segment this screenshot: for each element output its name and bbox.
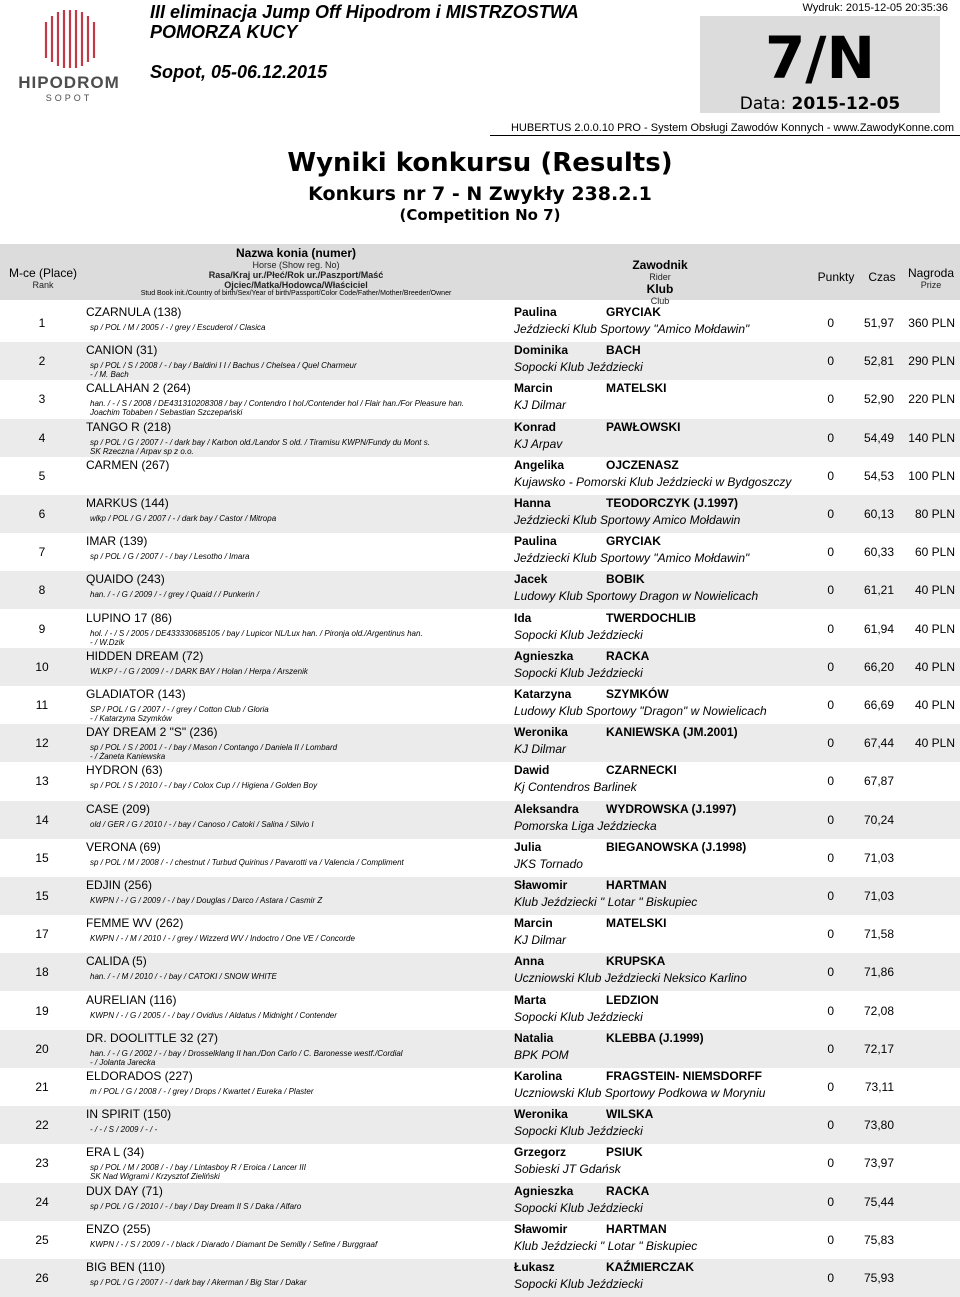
time: 60,13 bbox=[863, 507, 894, 521]
time: 72,08 bbox=[863, 1003, 894, 1018]
svg-text:SOPOT: SOPOT bbox=[45, 93, 93, 103]
horse-details: sp / POL / S / 2001 / - / bay / Mason / Contango / Daniela II / Lombard - / Żaneta Kaniewska bbox=[90, 743, 338, 762]
points: 0 bbox=[827, 698, 834, 712]
horse-name: CALLAHAN 2 (264) bbox=[86, 381, 191, 396]
place: 21 bbox=[35, 1080, 49, 1094]
table-row bbox=[0, 495, 960, 533]
rider-last-name: PSIUK bbox=[606, 1145, 643, 1160]
horse-details: KWPN / - / S / 2009 / - / black / Diarado / Diamant De Semilly / Sefine / Burggraaf bbox=[90, 1239, 378, 1249]
points: 0 bbox=[827, 507, 834, 521]
horse-name: BIG BEN (110) bbox=[86, 1260, 166, 1274]
rider-last-name: RACKA bbox=[606, 1183, 650, 1198]
club-name: Sopocki Klub Jeździecki bbox=[514, 1009, 643, 1024]
event-dates: Sopot, 05-06.12.2015 bbox=[150, 62, 328, 82]
table-row bbox=[0, 1144, 960, 1182]
rider-last-name: WILSKA bbox=[606, 1107, 654, 1122]
rider-first-name: Paulina bbox=[514, 534, 557, 549]
rider-last-name: KANIEWSKA (JM.2001) bbox=[606, 725, 738, 740]
rider-last-name: OJCZENASZ bbox=[606, 457, 679, 472]
points: 0 bbox=[827, 736, 834, 751]
rider-first-name: Katarzyna bbox=[514, 687, 572, 701]
rider-first-name: Grzegorz bbox=[514, 1145, 567, 1160]
horse-name: DR. DOOLITTLE 32 (27) bbox=[86, 1030, 219, 1045]
horse-name: VERONA (69) bbox=[86, 839, 161, 854]
horse-name: QUAIDO (243) bbox=[86, 572, 165, 587]
prize: 60 PLN bbox=[914, 545, 955, 560]
horse-name: TANGO R (218) bbox=[86, 419, 172, 434]
rider-first-name: Jacek bbox=[514, 572, 548, 587]
horse-details: sp / POL / M / 2008 / - / chestnut / Turbud Quirinus / Pavarotti va / Valencia / Compliment bbox=[90, 857, 404, 867]
rider-first-name: Agnieszka bbox=[514, 648, 574, 663]
place: 1 bbox=[38, 316, 46, 330]
time: 61,94 bbox=[863, 621, 894, 636]
horse-details: SP / POL / G / 2007 / - / grey / Cotton Club / Gloria - / Katarzyna Szymków bbox=[90, 705, 269, 723]
time: 54,53 bbox=[863, 468, 894, 483]
club-name: Klub Jeździecki " Lotar " Biskupiec bbox=[514, 1238, 698, 1253]
rider-first-name: Marcin bbox=[514, 916, 553, 931]
table-row bbox=[0, 1068, 960, 1106]
club-name: Jeździecki Klub Sportowy "Amico Mołdawin" bbox=[514, 322, 750, 336]
header-horse: Nazwa konia (numer) Horse (Show reg. No) Rasa/Kraj ur./Płeć/Rok ur./Paszport/Maść Ojciec/Matka/Hodowca/Właściciel Stud Book init./Country of birth/Sex/Year of birth/Passport/Color Code/Father/Mother/Breeder/Owner bbox=[140, 246, 452, 297]
place: 3 bbox=[38, 392, 46, 407]
horse-name: ENZO (255) bbox=[86, 1221, 151, 1236]
place: 13 bbox=[35, 774, 49, 789]
points: 0 bbox=[827, 774, 834, 789]
horse-name: DUX DAY (71) bbox=[86, 1183, 163, 1198]
rider-last-name: SZYMKÓW bbox=[606, 687, 669, 701]
club-name: Sopocki Klub Jeździecki bbox=[514, 665, 643, 680]
horse-details: - / - / S / 2009 / - / - bbox=[90, 1125, 158, 1135]
time: 70,24 bbox=[863, 812, 894, 827]
rider-last-name: WYDROWSKA (J.1997) bbox=[606, 801, 737, 816]
prize: 40 PLN bbox=[914, 621, 955, 636]
horse-name: LUPINO 17 (86) bbox=[86, 610, 173, 625]
horse-details: old / GER / G / 2010 / - / bay / Canoso / Catoki / Salina / Silvio I bbox=[90, 819, 314, 829]
rider-last-name: LEDZION bbox=[606, 992, 659, 1007]
horse-name: DAY DREAM 2 "S" (236) bbox=[86, 725, 218, 740]
table-row bbox=[0, 915, 960, 953]
points: 0 bbox=[827, 1156, 834, 1171]
rider-last-name: BACH bbox=[606, 343, 641, 358]
rider-first-name: Łukasz bbox=[514, 1260, 555, 1274]
horse-name: CASE (209) bbox=[86, 801, 151, 816]
horse-details: han. / - / G / 2002 / - / bay / Drosselklang II han./Don Carlo / C. Baronesse westf./Cordial - / Jolanta Jarecka bbox=[90, 1048, 403, 1067]
table-header bbox=[0, 244, 960, 306]
horse-details: sp / POL / S / 2008 / - / bay / Baldini I I / Bachus / Chelsea / Quel Charmeur - / M. Bach bbox=[90, 361, 357, 380]
table-row bbox=[0, 1221, 960, 1259]
prize: 100 PLN bbox=[908, 468, 955, 483]
time: 75,44 bbox=[863, 1194, 894, 1209]
rider-first-name: Hanna bbox=[514, 496, 551, 510]
place: 6 bbox=[38, 507, 46, 521]
time: 51,97 bbox=[863, 316, 894, 330]
table-row bbox=[0, 1259, 960, 1297]
place: 26 bbox=[35, 1271, 49, 1285]
table-row bbox=[0, 992, 960, 1030]
place: 8 bbox=[38, 583, 46, 598]
points: 0 bbox=[827, 889, 834, 903]
time: 52,90 bbox=[863, 392, 894, 407]
horse-details: KWPN / - / G / 2005 / - / bay / Ovidius / Aldatus / Midnight / Contender bbox=[90, 1010, 337, 1020]
rider-last-name: PAWŁOWSKI bbox=[606, 419, 681, 434]
club-name: Uczniowski Klub Jeździecki Neksico Karlino bbox=[514, 971, 747, 986]
club-name: Sopocki Klub Jeździecki bbox=[514, 360, 643, 375]
rider-first-name: Natalia bbox=[514, 1030, 554, 1045]
horse-name: EDJIN (256) bbox=[86, 878, 153, 892]
place: 15 bbox=[35, 850, 49, 865]
table-row bbox=[0, 762, 960, 800]
prize: 290 PLN bbox=[908, 354, 955, 369]
header-place: M-ce (Place) Rank bbox=[8, 266, 77, 290]
points: 0 bbox=[827, 354, 834, 369]
horse-name: FEMME WV (262) bbox=[86, 916, 184, 931]
rider-first-name: Angelika bbox=[514, 457, 565, 472]
horseshoe-logo-icon bbox=[8, 6, 130, 106]
points: 0 bbox=[827, 545, 834, 560]
table-row bbox=[0, 533, 960, 571]
time: 52,81 bbox=[863, 354, 894, 369]
club-name: Pomorska Liga Jeździecka bbox=[514, 818, 657, 833]
time: 54,49 bbox=[863, 430, 894, 445]
place: 18 bbox=[35, 965, 49, 980]
time: 67,87 bbox=[863, 774, 894, 789]
prize: 40 PLN bbox=[914, 583, 955, 598]
table-row bbox=[0, 839, 960, 877]
rider-first-name: Karolina bbox=[514, 1069, 563, 1083]
table-row bbox=[0, 686, 960, 724]
header-prize: Nagroda Prize bbox=[907, 266, 955, 290]
time: 60,33 bbox=[863, 545, 894, 560]
place: 19 bbox=[35, 1003, 49, 1018]
place: 20 bbox=[35, 1041, 49, 1056]
place: 7 bbox=[38, 545, 46, 560]
rider-last-name: BOBIK bbox=[606, 572, 645, 587]
divider bbox=[490, 135, 960, 136]
club-name: JKS Tornado bbox=[514, 856, 583, 871]
club-name: Jeździecki Klub Sportowy "Amico Mołdawin" bbox=[514, 551, 750, 566]
prize: 40 PLN bbox=[914, 736, 955, 751]
club-name: KJ Dilmar bbox=[514, 742, 567, 757]
rider-last-name: BIEGANOWSKA (J.1998) bbox=[606, 839, 747, 854]
date-label: Data: bbox=[739, 94, 787, 114]
rider-first-name: Konrad bbox=[514, 419, 556, 434]
horse-details: sp / POL / G / 2010 / - / bay / Day Dream II S / Daka / Alfaro bbox=[90, 1201, 302, 1211]
rider-last-name: KRUPSKA bbox=[606, 954, 666, 969]
rider-last-name: MATELSKI bbox=[606, 916, 667, 931]
table-row bbox=[0, 953, 960, 991]
club-name: Jeździecki Klub Sportowy Amico Mołdawin bbox=[514, 513, 741, 527]
rider-last-name: GRYCIAK bbox=[606, 534, 661, 549]
horse-details: sp / POL / G / 2007 / - / bay / Lesotho / Imara bbox=[90, 552, 250, 562]
place: 24 bbox=[35, 1194, 49, 1209]
horse-name: ERA L (34) bbox=[86, 1145, 145, 1160]
table-row bbox=[0, 342, 960, 380]
rider-last-name: TEODORCZYK (J.1997) bbox=[606, 496, 739, 510]
club-name: KJ Arpav bbox=[514, 436, 563, 451]
prize: 360 PLN bbox=[908, 316, 955, 330]
table-row bbox=[0, 380, 960, 418]
rider-last-name: FRAGSTEIN- NIEMSDORFF bbox=[606, 1069, 762, 1083]
prize: 40 PLN bbox=[914, 698, 955, 712]
club-name: Kj Contendros Barlinek bbox=[514, 780, 637, 795]
time: 66,69 bbox=[863, 698, 894, 712]
place: 9 bbox=[38, 621, 46, 636]
points: 0 bbox=[827, 812, 834, 827]
rider-last-name: HARTMAN bbox=[606, 1221, 667, 1236]
time: 71,03 bbox=[863, 850, 894, 865]
time: 75,83 bbox=[863, 1232, 894, 1247]
time: 73,11 bbox=[864, 1080, 894, 1094]
rider-first-name: Marcin bbox=[514, 381, 553, 396]
horse-name: HIDDEN DREAM (72) bbox=[86, 648, 204, 663]
points: 0 bbox=[827, 1118, 834, 1133]
prize: 80 PLN bbox=[914, 507, 955, 521]
club-name: Sobieski JT Gdańsk bbox=[514, 1162, 621, 1177]
points: 0 bbox=[827, 965, 834, 980]
club-name: Ludowy Klub Sportowy "Dragon" w Nowielicach bbox=[514, 704, 767, 718]
rider-last-name: MATELSKI bbox=[606, 381, 667, 396]
table-row bbox=[0, 571, 960, 609]
rider-first-name: Sławomir bbox=[514, 878, 568, 892]
horse-details: wlkp / POL / G / 2007 / - / dark bay / Castor / Mitropa bbox=[90, 514, 277, 523]
event-title: III eliminacja Jump Off Hipodrom i MISTRZOSTWA POMORZA KUCY bbox=[150, 2, 579, 42]
horse-name: CARMEN (267) bbox=[86, 457, 170, 472]
prize: 220 PLN bbox=[908, 392, 955, 407]
horse-details: KWPN / - / G / 2009 / - / bay / Douglas / Darco / Astara / Casmir Z bbox=[90, 896, 323, 905]
time: 73,80 bbox=[863, 1118, 894, 1133]
horse-details: han. / - / M / 2010 / - / bay / CATOKI / SNOW WHITE bbox=[90, 972, 277, 982]
points: 0 bbox=[827, 1194, 834, 1209]
competition-code: 7/N bbox=[764, 24, 876, 92]
points: 0 bbox=[827, 583, 834, 598]
place: 5 bbox=[38, 468, 46, 483]
time: 66,20 bbox=[863, 659, 894, 674]
table-row bbox=[0, 457, 960, 495]
points: 0 bbox=[827, 1003, 834, 1018]
rider-last-name: TWERDOCHLIB bbox=[606, 610, 696, 625]
competition-subtitle: (Competition No 7) bbox=[399, 206, 561, 224]
time: 67,44 bbox=[863, 736, 894, 751]
table-row bbox=[0, 304, 960, 342]
table-row bbox=[0, 724, 960, 762]
horse-details: sp / POL / M / 2008 / - / bay / Lintasboy R / Eroica / Lancer III SK Nad Wigrami / Krzysztof Zieliński bbox=[90, 1163, 306, 1182]
horse-details: m / POL / G / 2008 / - / grey / Drops / Kwartet / Eureka / Plaster bbox=[90, 1087, 314, 1096]
table-row bbox=[0, 801, 960, 839]
club-name: Sopocki Klub Jeździecki bbox=[514, 1124, 643, 1139]
points: 0 bbox=[827, 1041, 834, 1056]
rider-first-name: Weronika bbox=[514, 1107, 568, 1122]
club-name: KJ Dilmar bbox=[514, 933, 567, 948]
horse-details: sp / POL / S / 2010 / - / bay / Colox Cup / / Higiena / Golden Boy bbox=[90, 781, 318, 791]
place: 15 bbox=[35, 889, 49, 903]
place: 23 bbox=[35, 1156, 49, 1171]
hipodrom-logo bbox=[8, 6, 130, 106]
rider-first-name: Paulina bbox=[514, 305, 557, 319]
club-name: BPK POM bbox=[514, 1047, 569, 1062]
time: 71,58 bbox=[863, 927, 894, 942]
points: 0 bbox=[827, 927, 834, 942]
table-row bbox=[0, 648, 960, 686]
place: 14 bbox=[35, 812, 49, 827]
horse-details: sp / POL / G / 2007 / - / dark bay / Akerman / Big Star / Dakar bbox=[90, 1278, 307, 1287]
place: 25 bbox=[35, 1232, 49, 1247]
points: 0 bbox=[827, 1232, 834, 1247]
club-name: Sopocki Klub Jeździecki bbox=[514, 1277, 643, 1291]
club-name: Klub Jeździecki " Lotar " Biskupiec bbox=[514, 895, 698, 909]
rider-last-name: GRYCIAK bbox=[606, 305, 661, 319]
page-title: Wyniki konkursu (Results) bbox=[287, 148, 673, 178]
rider-first-name: Aleksandra bbox=[514, 801, 579, 816]
horse-details: sp / POL / M / 2005 / - / grey / Escuderol / Clasica bbox=[90, 323, 266, 332]
horse-details: han. / - / G / 2009 / - / grey / Quaid / / Punkerin / bbox=[90, 590, 259, 600]
horse-name: CZARNULA (138) bbox=[86, 305, 182, 319]
prize: 140 PLN bbox=[908, 430, 955, 445]
rider-first-name: Dawid bbox=[514, 763, 550, 778]
horse-details: KWPN / - / M / 2010 / - / grey / Wizzerd WV / Indoctro / One VE / Concorde bbox=[90, 934, 355, 944]
place: 12 bbox=[35, 736, 49, 751]
competition-date bbox=[700, 94, 940, 114]
table-row bbox=[0, 877, 960, 915]
horse-name: ELDORADOS (227) bbox=[86, 1069, 193, 1083]
header-points: Punkty bbox=[817, 270, 855, 284]
club-name: Kujawsko - Pomorski Klub Jeździecki w Bydgoszczy bbox=[514, 474, 792, 489]
place: 17 bbox=[35, 927, 49, 942]
points: 0 bbox=[827, 430, 834, 445]
rider-first-name: Weronika bbox=[514, 725, 568, 740]
horse-name: CALIDA (5) bbox=[86, 954, 147, 969]
points: 0 bbox=[827, 1271, 834, 1285]
club-name: Sopocki Klub Jeździecki bbox=[514, 1200, 643, 1215]
club-name: KJ Dilmar bbox=[514, 398, 567, 413]
rider-first-name: Julia bbox=[514, 839, 542, 854]
rider-last-name: RACKA bbox=[606, 648, 650, 663]
horse-name: GLADIATOR (143) bbox=[86, 687, 186, 701]
time: 71,86 bbox=[863, 965, 894, 980]
rider-last-name: HARTMAN bbox=[606, 878, 667, 892]
points: 0 bbox=[827, 1080, 834, 1094]
date-value: 2015-12-05 bbox=[791, 94, 901, 114]
svg-text:HIPODROM: HIPODROM bbox=[18, 73, 120, 92]
table-row bbox=[0, 1106, 960, 1144]
time: 71,03 bbox=[863, 889, 894, 903]
horse-name: MARKUS (144) bbox=[86, 496, 169, 510]
table-row bbox=[0, 1183, 960, 1221]
place: 4 bbox=[38, 430, 46, 445]
horse-details: han. / - / S / 2008 / DE431310208308 / bay / Contendro I hol./Contender hol / Flair han./For Pleasure han. Joachim Tobaben / Sebastian Szczepański bbox=[90, 399, 465, 418]
competition-title: Konkurs nr 7 - N Zwykły 238.2.1 bbox=[308, 183, 652, 205]
rider-last-name: KLEBBA (J.1999) bbox=[606, 1030, 704, 1045]
points: 0 bbox=[827, 659, 834, 674]
horse-details: WLKP / - / G / 2009 / - / DARK BAY / Holan / Herpa / Arszenik bbox=[90, 666, 308, 676]
club-name: Sopocki Klub Jeździecki bbox=[514, 627, 643, 642]
rider-first-name: Dominika bbox=[514, 343, 569, 358]
horse-name: IN SPIRIT (150) bbox=[86, 1107, 172, 1122]
table-row bbox=[0, 419, 960, 457]
printed-timestamp: Wydruk: 2015-12-05 20:35:36 bbox=[802, 2, 948, 14]
place: 11 bbox=[35, 698, 49, 712]
rider-last-name: CZARNECKI bbox=[606, 763, 677, 778]
place: 10 bbox=[35, 659, 49, 674]
time: 72,17 bbox=[863, 1041, 894, 1056]
horse-name: IMAR (139) bbox=[86, 534, 148, 549]
points: 0 bbox=[827, 468, 834, 483]
club-name: Ludowy Klub Sportowy Dragon w Nowielicach bbox=[514, 589, 759, 604]
horse-name: HYDRON (63) bbox=[86, 763, 163, 778]
horse-details: sp / POL / G / 2007 / - / dark bay / Karbon old./Landor S old. / Tiramisu KWPN/Fundy du Mont s. SK Rzeczna / Arpav sp z o.o. bbox=[90, 437, 430, 456]
competition-code-box bbox=[700, 16, 940, 113]
time: 73,97 bbox=[863, 1156, 894, 1171]
rider-first-name: Anna bbox=[514, 954, 544, 969]
club-name: Uczniowski Klub Sportowy Podkowa w Moryniu bbox=[514, 1086, 766, 1100]
rider-last-name: KAŹMIERCZAK bbox=[606, 1260, 694, 1274]
rider-first-name: Agnieszka bbox=[514, 1183, 574, 1198]
place: 22 bbox=[35, 1118, 49, 1133]
place: 2 bbox=[38, 354, 46, 369]
horse-details: hol. / - / S / 2005 / DE433330685105 / bay / Lupicor NL/Lux han. / Pironja old./Argentinus han. - / W.Dzik bbox=[90, 628, 423, 647]
prize: 40 PLN bbox=[914, 659, 955, 674]
time: 61,21 bbox=[863, 583, 894, 598]
time: 75,93 bbox=[863, 1271, 894, 1285]
table-row bbox=[0, 1030, 960, 1068]
header-rider: Zawodnik Rider Klub Club bbox=[632, 258, 688, 306]
points: 0 bbox=[827, 850, 834, 865]
points: 0 bbox=[827, 316, 834, 330]
header-time: Czas bbox=[868, 270, 896, 284]
system-info: HUBERTUS 2.0.0.10 PRO - System Obsługi Zawodów Konnych - www.ZawodyKonne.com bbox=[510, 122, 954, 134]
points: 0 bbox=[827, 392, 834, 407]
horse-name: AURELIAN (116) bbox=[86, 992, 177, 1007]
horse-name: CANION (31) bbox=[86, 343, 158, 358]
points: 0 bbox=[827, 621, 834, 636]
rider-first-name: Ida bbox=[514, 610, 532, 625]
rider-first-name: Marta bbox=[514, 992, 547, 1007]
rider-first-name: Sławomir bbox=[514, 1221, 568, 1236]
table-row bbox=[0, 610, 960, 648]
